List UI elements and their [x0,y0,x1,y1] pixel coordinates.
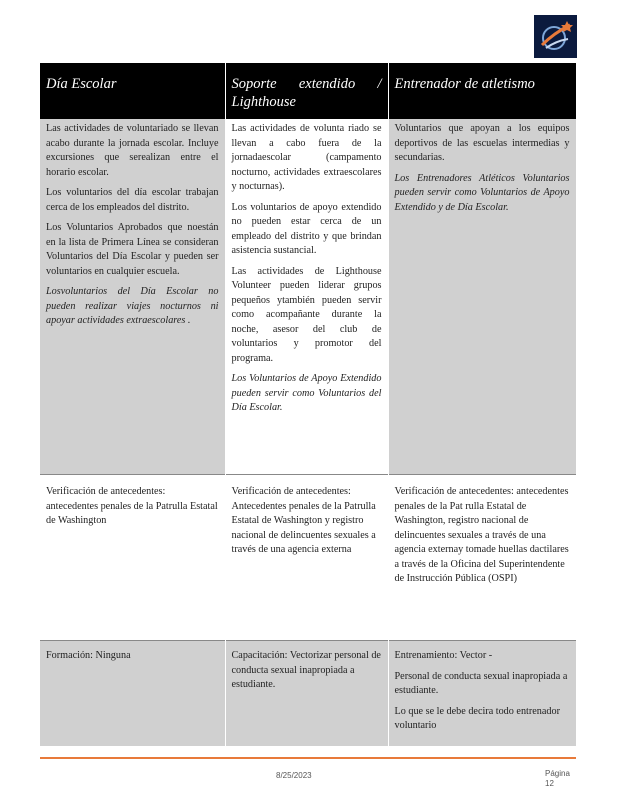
paragraph: Las actividades de volunta riado se llevan a cabo fuera de la jornadaescolar (campamento nocturno, actividades extraescolares y nocturnas). [231,123,382,192]
volunteer-comparison-table [40,63,577,746]
header-entrenador-atletismo: Entrenador de atletismo [388,63,576,119]
paragraph: Verificación de antecedentes: antecedentes penales de la Patrulla Estatal de Washington [46,486,218,526]
description-cell-dia-escolar [40,119,225,475]
paragraph: Lo que se le debe decira todo entrenador voluntario [394,705,560,731]
paragraph: Formación: Ninguna [46,650,131,661]
paragraph: Las actividades de voluntariado se llevan acabo durante la jornada escolar. Incluye excursiones que serealizan entre el horario escolar. [46,123,219,178]
page-label: Página [545,769,570,778]
background-check-cell-dia-escolar [40,475,225,641]
paragraph: Personal de conducta sexual inapropiada a estudiante. [394,670,568,696]
header-dia-escolar: Día Escolar [40,63,225,119]
paragraph: Capacitación: Vectorizar personal de conducta sexual inapropiada a estudiante. [231,650,381,690]
table-row [40,475,576,641]
description-cell-entrenador [388,119,576,475]
training-cell-dia-escolar [40,641,225,746]
training-cell-entrenador [388,641,576,746]
paragraph: Los voluntarios del día escolar trabajan cerca de los empleados del distrito. [46,187,219,213]
paragraph: Losvoluntarios del Día Escolar no pueden realizar viajes nocturnos ni apoyar actividades extraescolares . [46,286,219,326]
training-cell-soporte-extendido [225,641,388,746]
paragraph: Verificación de antecedentes: Antecedentes penales de la Patrulla Estatal de Washington y registro nacional de delincuentes sexuales a través de una agencia externa [231,486,376,555]
paragraph: Los voluntarios de apoyo extendido no pueden estar cerca de un empleado del distrito y que brindan asistencia sustancial. [231,201,382,256]
footer-divider [40,757,576,759]
description-cell-soporte-extendido [225,119,388,475]
header-soporte-extendido: Soporte extendido / Lighthouse [225,63,388,119]
table-row [40,119,576,475]
paragraph: Voluntarios que apoyan a los equipos deportivos de las escuelas intermedias y secundarias. [394,123,570,163]
paragraph: Entrenamiento: Vector - [394,650,493,661]
table-header-row [40,63,576,119]
footer-date: 8/25/2023 [276,771,312,780]
paragraph: Los Entrenadores Atléticos Voluntarios pueden servir como Voluntarios de Apoyo Extendido y de Día Escolar. [394,172,570,213]
paragraph: Las actividades de Lighthouse Volunteer pueden liderar grupos pequeños ytambién pueden servir como acompañante durante la noche, asesor del club de voluntarios y promotor del programa. [231,265,382,364]
table-row [40,641,576,746]
paragraph: Verificación de antecedentes: antecedentes penales de la Pat rulla Estatal de Washington, registro nacional de delincuentes sexuales a través de una agencia externay tomade huellas dactilares a través de la Oficina del Superintendente de Instrucción Pública (OSPI) [394,486,569,584]
background-check-cell-soporte-extendido [225,475,388,641]
background-check-cell-entrenador [388,475,576,641]
school-logo-icon [534,15,577,58]
footer-page-number [545,769,570,789]
paragraph: Los Voluntarios Aprobados que noestán en la lista de Primera Línea se consideran Voluntarios del Día Escolar y pueden ser voluntarios en cualquier escuela. [46,222,219,277]
paragraph: Los Voluntarios de Apoyo Extendido pueden servir como Voluntarios del Día Escolar. [231,373,382,413]
page-number: 12 [545,779,554,788]
